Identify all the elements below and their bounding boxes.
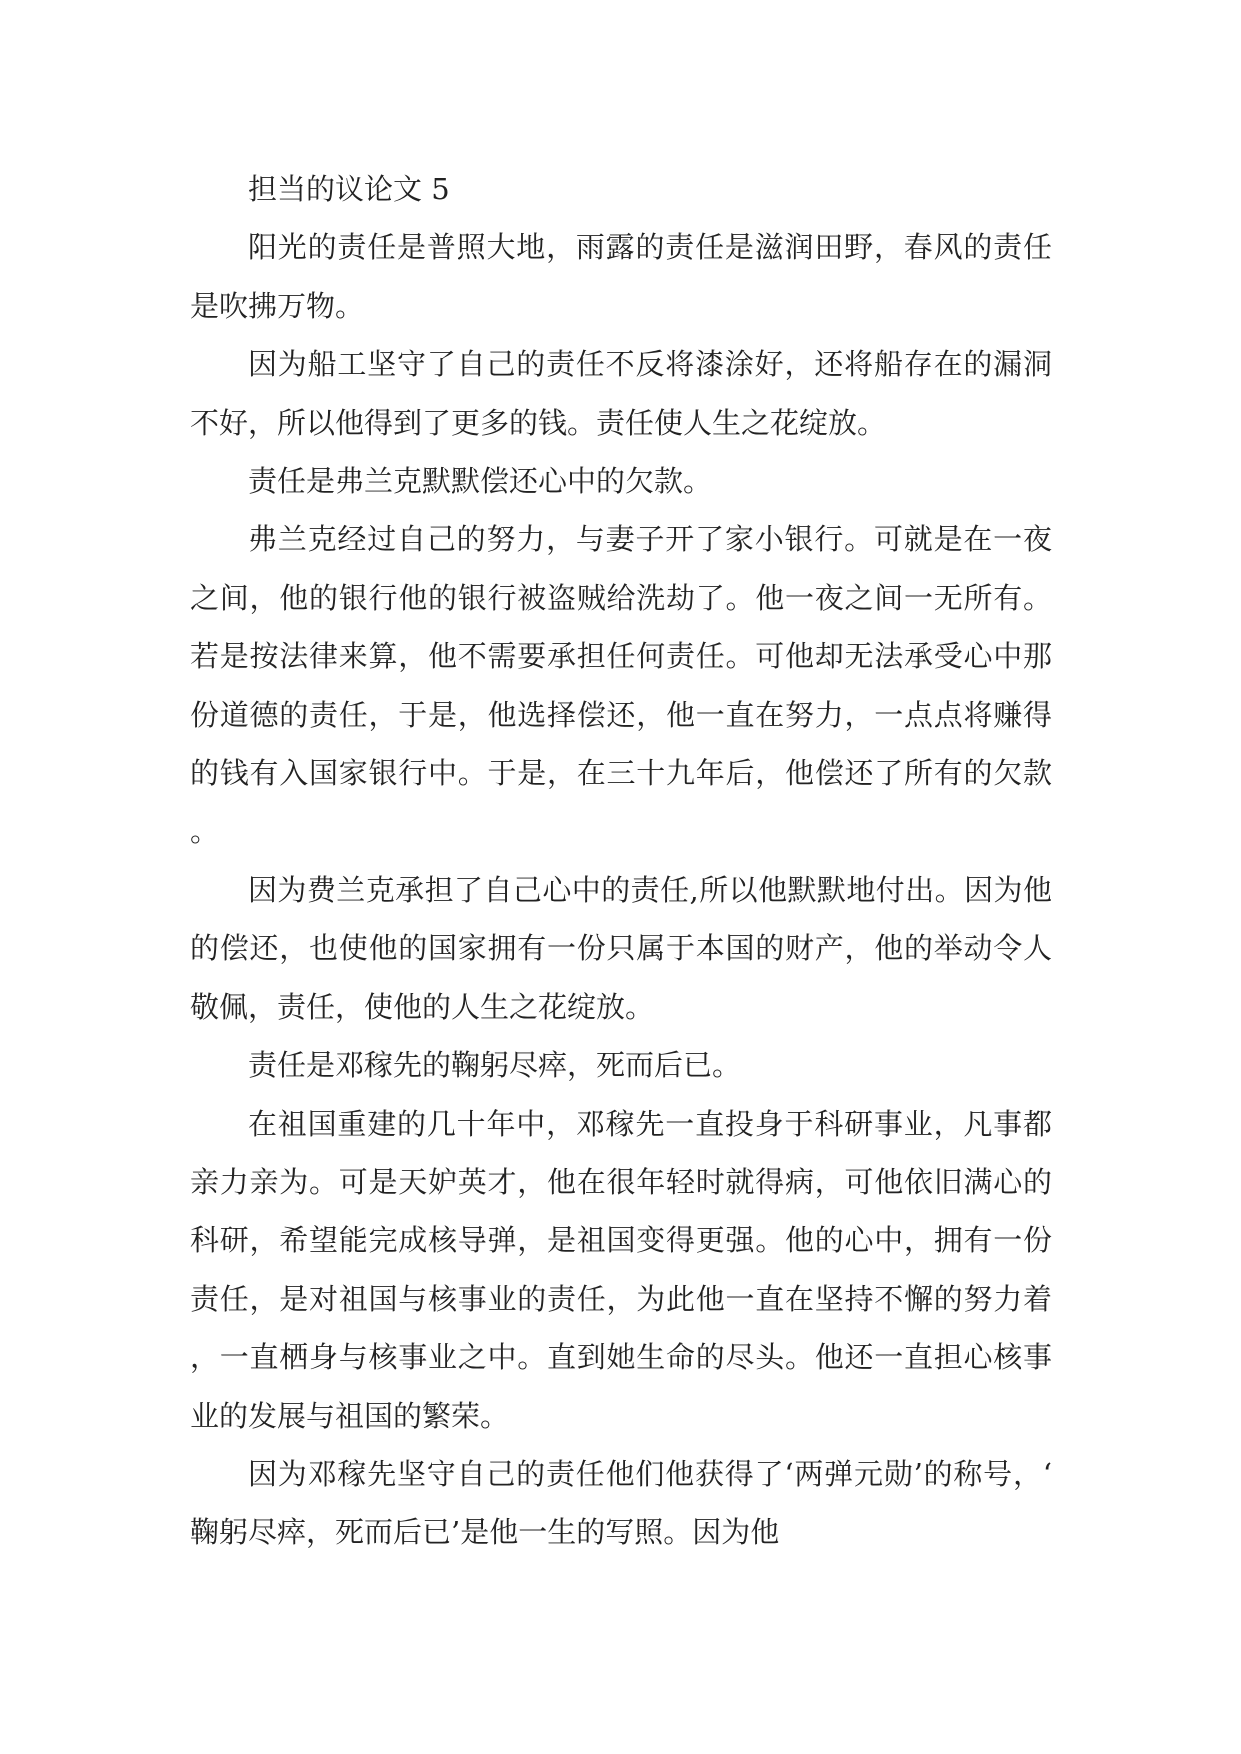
paragraph: 在祖国重建的几十年中，邓稼先一直投身于科研事业，凡事都亲力亲为。可是天妒英才，他在很年轻时就得病，可他依旧满心的科研，希望能完成核导弹，是祖国变得更强。他的心中，拥有一份责任，是对祖国与核事业的责任，为此他一直在坚持不懈的努力着，一直栖身与核事业之中。直到她生命的尽头。他还一直担心核事业的发展与祖国的繁荣。	[190, 1106, 1052, 1433]
document-body	[190, 160, 1052, 1562]
paragraph: 责任是弗兰克默默偿还心中的欠款。	[248, 464, 713, 499]
paragraph: 弗兰克经过自己的努力，与妻子开了家小银行。可就是在一夜之间，他的银行他的银行被盗贼给洗劫了。他一夜之间一无所有。若是按法律来算，他不需要承担任何责任。可他却无法承受心中那份道德的责任，于是，他选择偿还，他一直在努力，一点点将赚得的钱有入国家银行中。于是，在三十九年后，他偿还了所有的欠款。	[190, 522, 1052, 849]
paragraph: 责任是邓稼先的鞠躬尽瘁，死而后已。	[248, 1048, 742, 1083]
paragraph: 阳光的责任是普照大地，雨露的责任是滋润田野，春风的责任是吹拂万物。	[190, 230, 1052, 323]
document-title: 担当的议论文 5	[248, 172, 450, 206]
paragraph: 因为费兰克承担了自己心中的责任,所以他默默地付出。因为他的偿还，也使他的国家拥有一份只属于本国的财产，他的举动令人敬佩，责任，使他的人生之花绽放。	[190, 872, 1052, 1024]
paragraph: 因为船工坚守了自己的责任不反将漆涂好，还将船存在的漏洞不好，所以他得到了更多的钱。责任使人生之花绽放。	[190, 347, 1052, 440]
paragraph: 因为邓稼先坚守自己的责任他们他获得了‘两弹元勋’的称号，‘鞠躬尽瘁，死而后已’是他一生的写照。因为他	[190, 1456, 1052, 1550]
